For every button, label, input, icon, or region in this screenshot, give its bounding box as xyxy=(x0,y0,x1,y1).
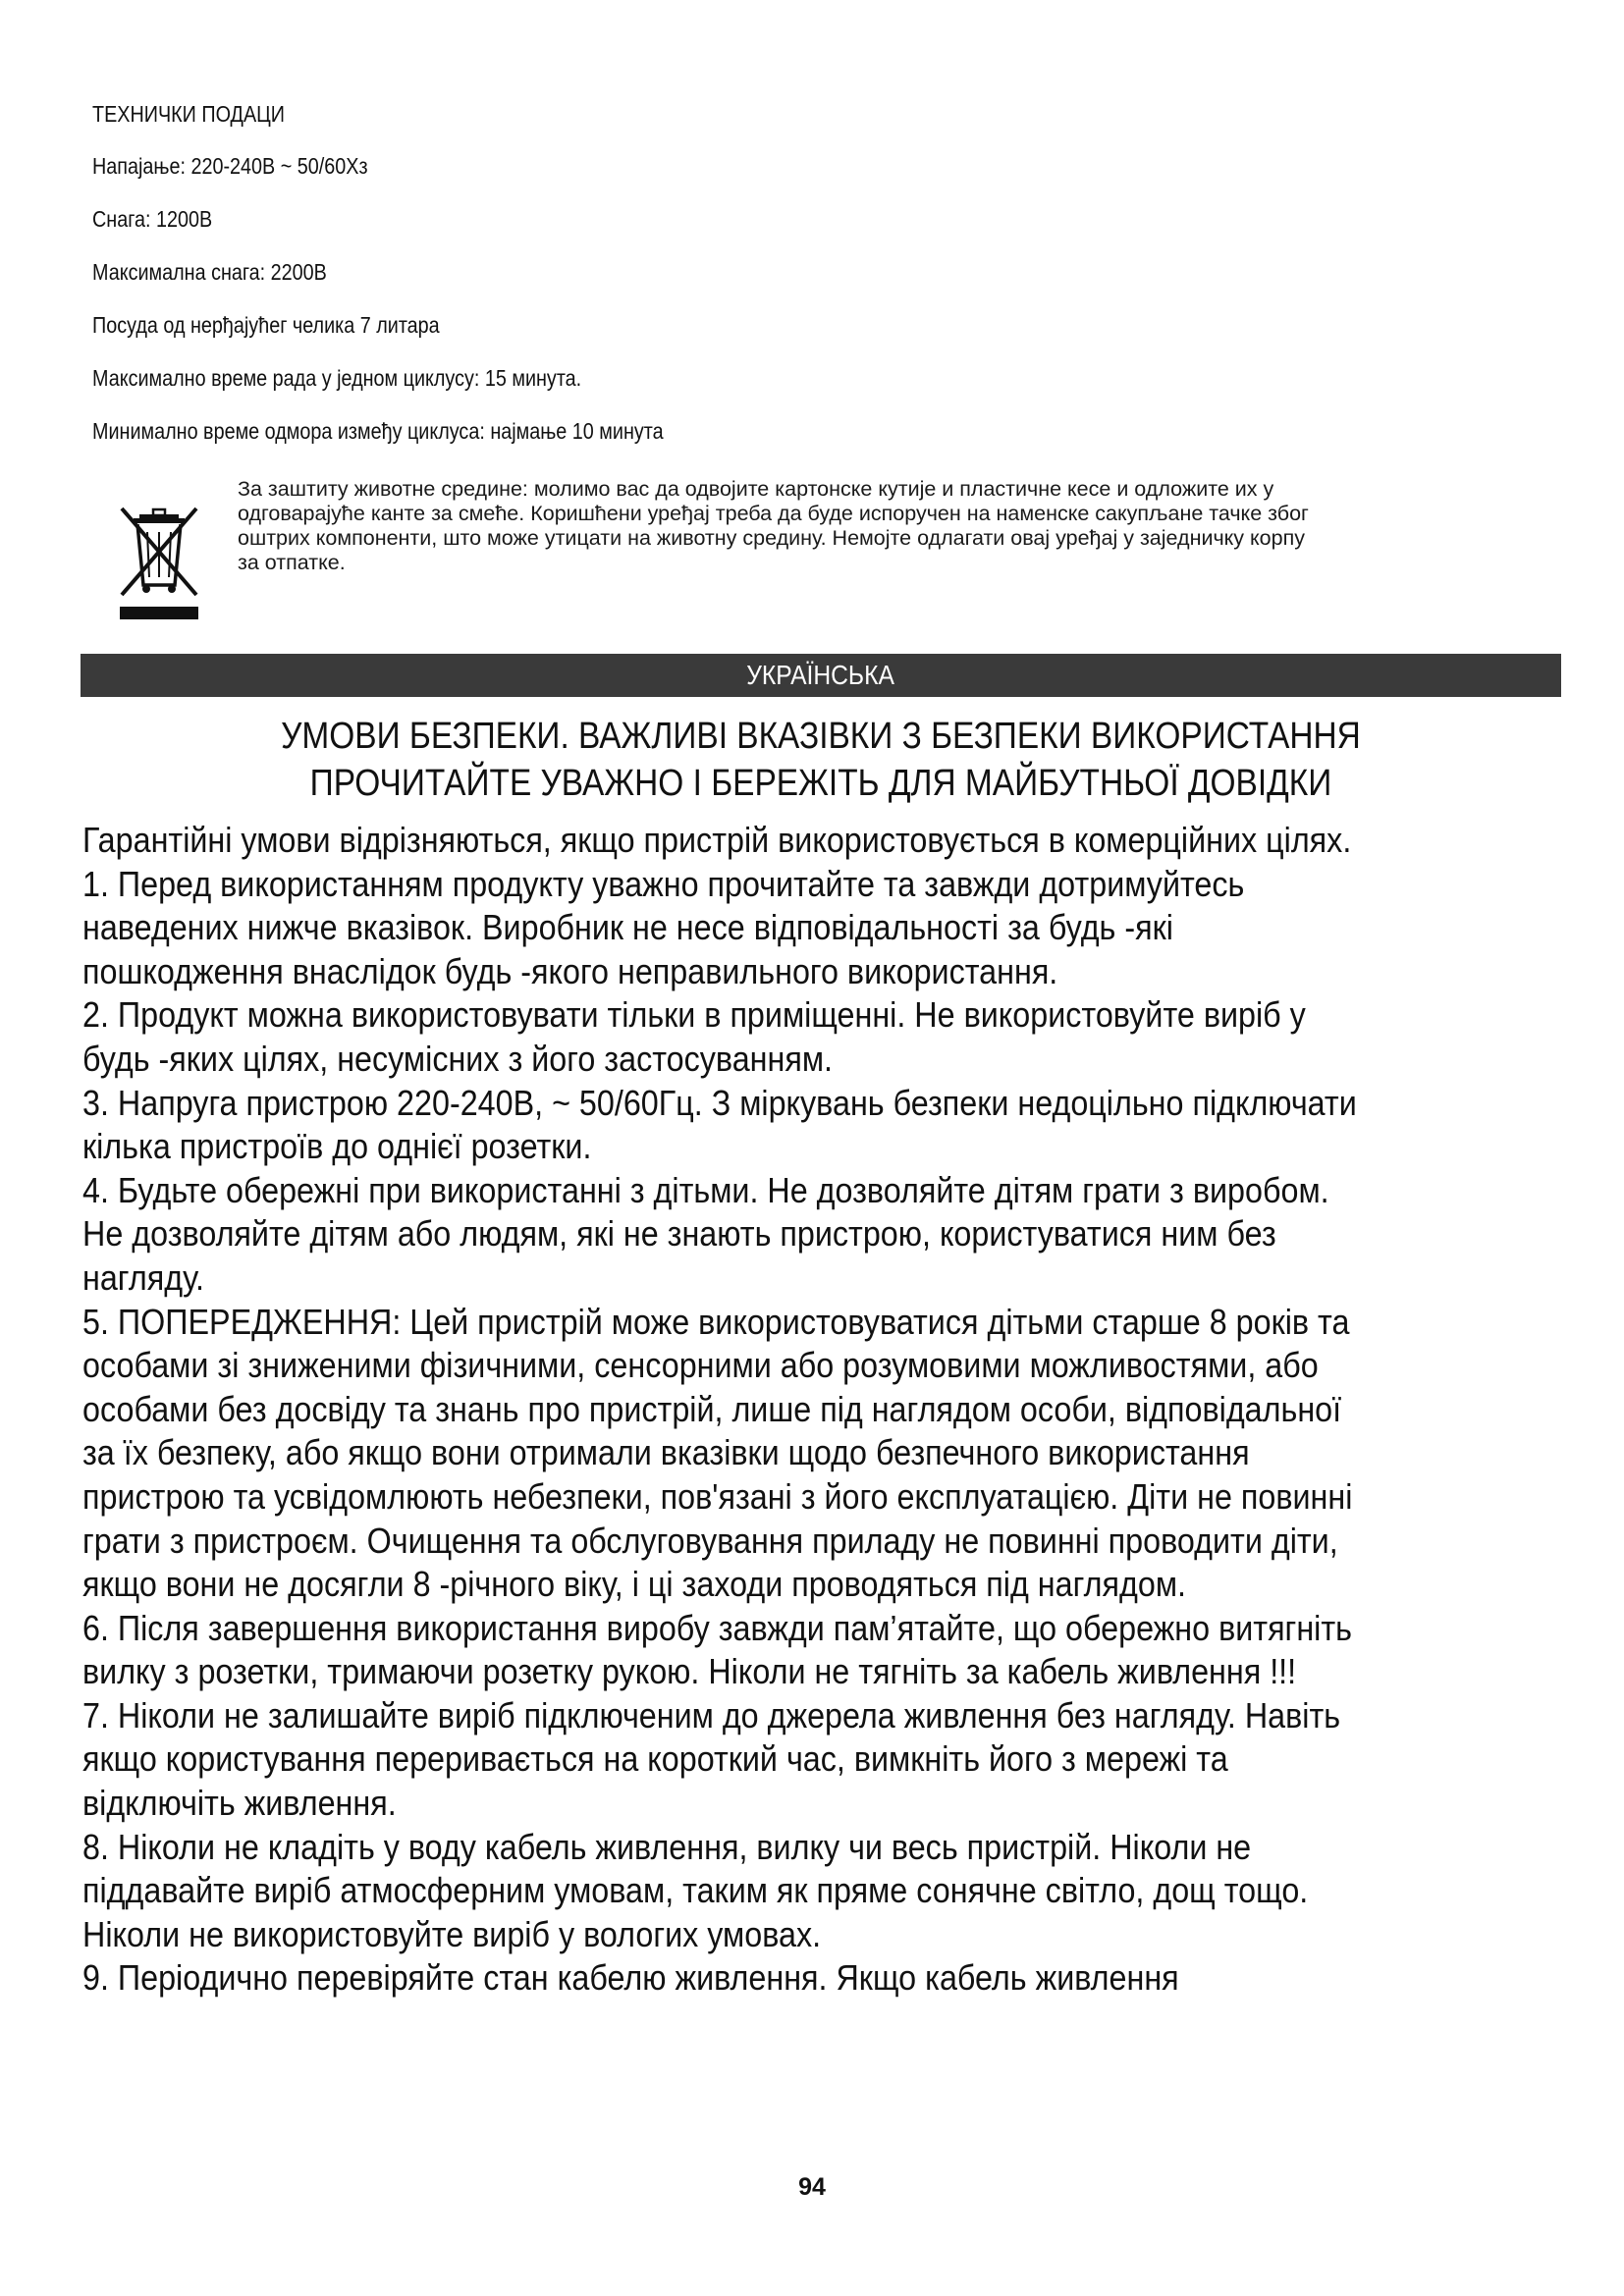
body-line: 5. ПОПЕРЕДЖЕННЯ: Цей пристрій може використовуватися дітьми старше 8 років та xyxy=(82,1301,1350,1342)
body-line: пристрою та усвідомлюють небезпеки, пов'язані з його експлуатацією. Діти не повинні xyxy=(82,1475,1353,1517)
spec-line-power-supply: Напајање: 220-240В ~ 50/60Хз xyxy=(92,153,368,179)
body-line: кілька пристроїв до однієї розетки. xyxy=(82,1126,592,1167)
body-line: особами без досвіду та знань про пристрій, лише під наглядом особи, відповідальної xyxy=(82,1388,1342,1429)
body-line: 3. Напруга пристрою 220-240В, ~ 50/60Гц. З міркувань безпеки недоцільно підключати xyxy=(82,1082,1357,1123)
body-line: відключіть живлення. xyxy=(82,1783,397,1824)
eco-line: за отпатке. xyxy=(238,551,346,574)
spec-line-max-run-time: Максимално време рада у једном циклусу: 15 минута. xyxy=(92,365,582,391)
body-line: 4. Будьте обережні при використанні з дітьми. Не дозволяйте дітям грати з виробом. xyxy=(82,1169,1329,1210)
body-line: вилку з розетки, тримаючи розетку рукою. Ніколи не тягніть за кабель живлення !!! xyxy=(82,1651,1297,1692)
body-line: пошкодження внаслідок будь -якого неправильного використання. xyxy=(82,950,1058,991)
body-line: наведених нижче вказівок. Виробник не несе відповідальності за будь -які xyxy=(82,907,1173,948)
spec-line-min-rest-time: Минимално време одмора између циклуса: најмање 10 минута xyxy=(92,418,664,444)
body-line: будь -яких цілях, несумісних з його застосуванням. xyxy=(82,1038,834,1079)
safety-heading xyxy=(81,713,1561,807)
weee-crossed-bin-icon xyxy=(116,505,202,622)
body-line: Гарантійні умови відрізняються, якщо пристрій використовується в комерційних цілях. xyxy=(82,820,1352,860)
eco-line: оштрих компоненти, што може утицати на животну средину. Немојте одлагати овај уређај у заједничку корпу xyxy=(238,526,1305,550)
body-line: нагляду. xyxy=(82,1256,204,1298)
environmental-notice xyxy=(238,477,1553,575)
spec-line-bowl: Посуда од нерђајућег челика 7 литара xyxy=(92,312,440,338)
language-section-bar xyxy=(81,654,1561,697)
eco-line: За заштиту животне средине: молимо вас да одвојите картонске кутије и пластичне кесе и одложите их у xyxy=(238,477,1274,501)
body-line: 7. Ніколи не залишайте виріб підключеним до джерела живлення без нагляду. Навіть xyxy=(82,1694,1341,1735)
spec-line-power: Снага: 1200В xyxy=(92,206,213,232)
body-line: Ніколи не використовуйте виріб у вологих умовах. xyxy=(82,1913,822,1954)
body-line: особами зі зниженими фізичними, сенсорними або розумовими можливостями, або xyxy=(82,1345,1319,1386)
safety-heading-line-2: ПРОЧИТАЙТЕ УВАЖНО І БЕРЕЖІТЬ ДЛЯ МАЙБУТНЬОЇ ДОВІДКИ xyxy=(309,763,1332,804)
body-line: 9. Періодично перевіряйте стан кабелю живлення. Якщо кабель живлення xyxy=(82,1957,1179,1999)
safety-heading-line-1: УМОВИ БЕЗПЕКИ. ВАЖЛИВІ ВКАЗІВКИ З БЕЗПЕКИ ВИКОРИСТАННЯ xyxy=(281,716,1361,757)
body-line: 6. Після завершення використання виробу завжди пам’ятайте, що обережно витягніть xyxy=(82,1607,1352,1648)
body-line: Не дозволяйте дітям або людям, які не знають пристрою, користуватися ним без xyxy=(82,1213,1276,1255)
eco-line: одговарајуће канте за смеће. Коришћени уређај треба да буде испоручен на наменске сакупљане тачке због xyxy=(238,502,1309,525)
body-line: якщо вони не досягли 8 -річного віку, і ці заходи проводяться під наглядом. xyxy=(82,1564,1187,1605)
spec-line-max-power: Максимална снага: 2200В xyxy=(92,259,327,285)
technical-specs xyxy=(92,101,1074,471)
body-line: 8. Ніколи не кладіть у воду кабель живлення, вилку чи весь пристрій. Ніколи не xyxy=(82,1826,1252,1867)
body-line: якщо користування переривається на короткий час, вимкніть його з мережі та xyxy=(82,1738,1228,1780)
body-line: за їх безпеку, або якщо вони отримали вказівки щодо безпечного використання xyxy=(82,1432,1250,1473)
safety-instructions xyxy=(82,819,1482,2001)
language-label: УКРАЇНСЬКА xyxy=(746,660,895,690)
body-line: 1. Перед використанням продукту уважно прочитайте та завжди дотримуйтесь xyxy=(82,863,1245,904)
specs-title: ТЕХНИЧКИ ПОДАЦИ xyxy=(92,101,285,127)
body-line: грати з пристроєм. Очищення та обслуговування приладу не повинні проводити діти, xyxy=(82,1520,1338,1561)
body-line: піддавайте виріб атмосферним умовам, таким як пряме сонячне світло, дощ тощо. xyxy=(82,1870,1309,1911)
body-line: 2. Продукт можна використовувати тільки в приміщенні. Не використовуйте виріб у xyxy=(82,994,1306,1036)
page-number: 94 xyxy=(798,2173,826,2201)
